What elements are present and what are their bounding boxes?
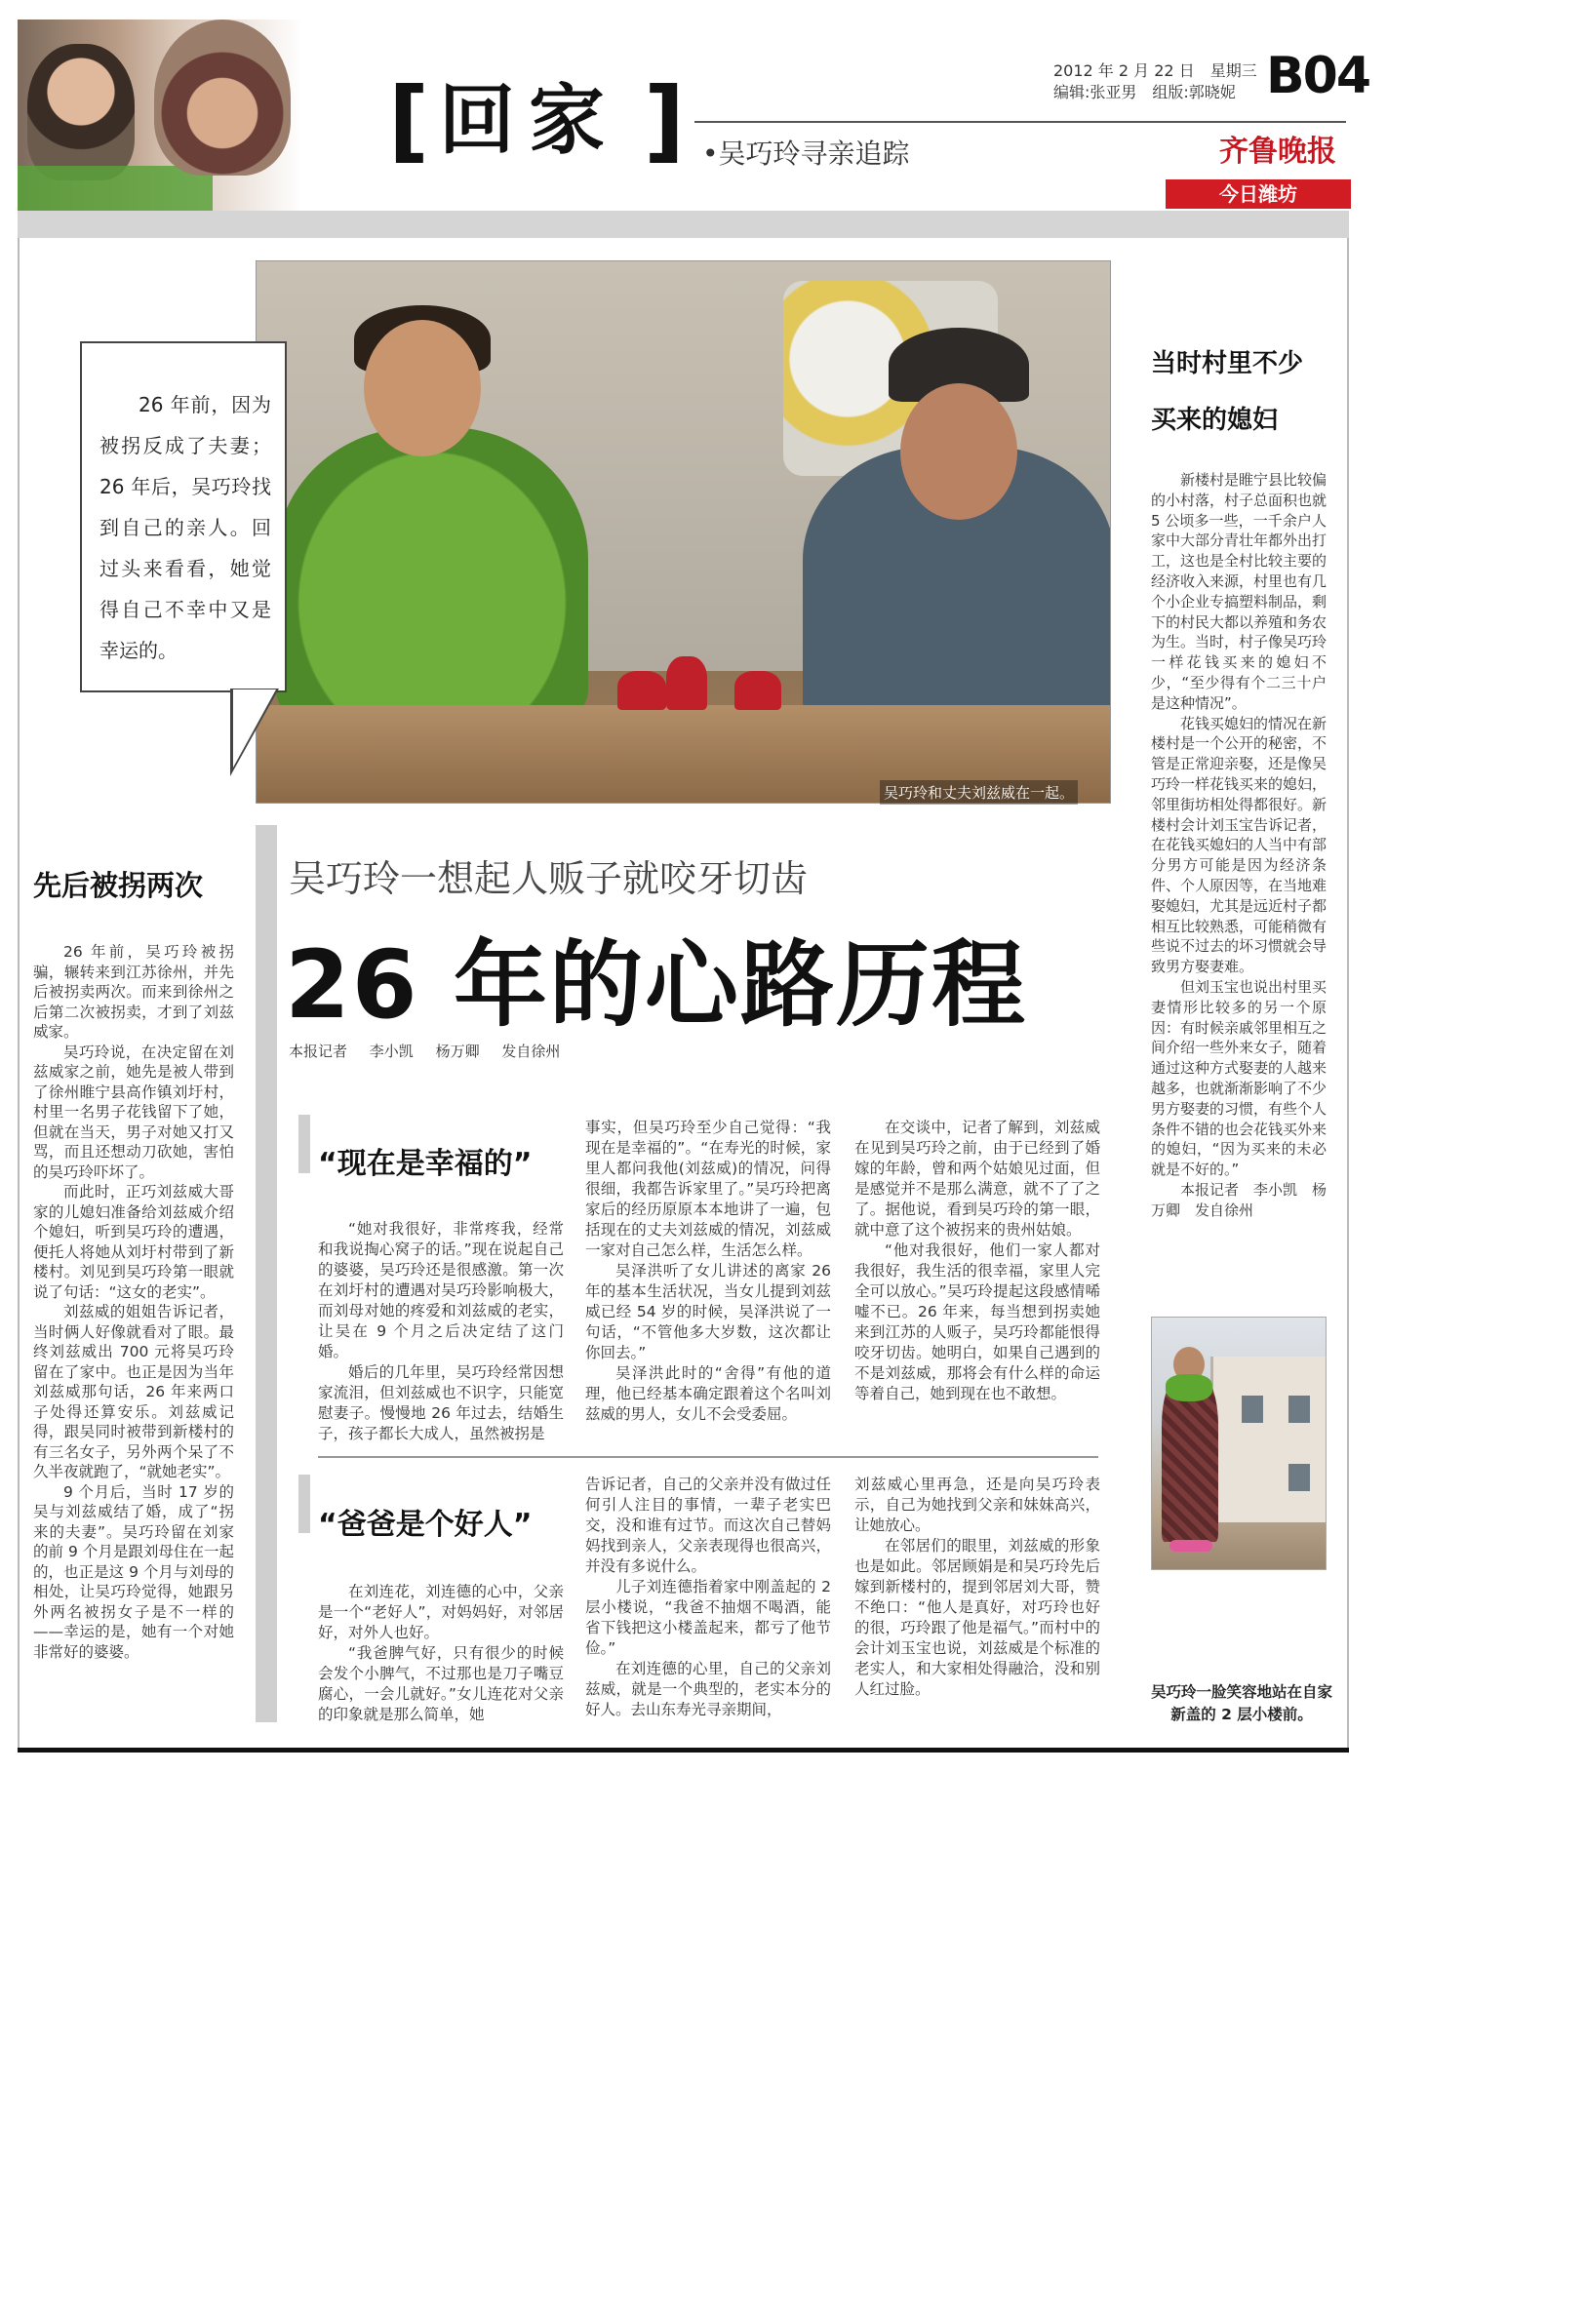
left-column-heading: 先后被拐两次 [33, 869, 204, 902]
paragraph: 在刘连德的心里，自己的父亲刘兹威，就是一个典型的，老实本分的好人。去山东寿光寻亲期间， [585, 1660, 831, 1718]
byline: 本报记者 李小凯 杨万卿 发自徐州 [1151, 1180, 1327, 1219]
section-marker [298, 1475, 310, 1533]
section1-column1 [318, 1219, 564, 1444]
bubble-tail-fill [233, 689, 276, 768]
paragraph: 吴巧玲说，在决定留在刘兹威家之前，她先是被人带到了徐州睢宁县高作镇刘圩村，村里一名男子花钱留下了她，但就在当天，男子对她又打又骂，而且还想动刀砍她，害怕的吴巧玲吓坏了。 [33, 1043, 234, 1181]
section2-column2 [585, 1475, 831, 1720]
header-band [18, 211, 1349, 238]
paragraph: 刘兹威的姐姐告诉记者，当时俩人好像就看对了眼。最终刘兹威出 700 元将吴巧玲留在了家中。也正是因为当年刘兹威那句话，26 年来两口子处得还算安乐。刘兹威记得，跟吴同时被带到新楼村的有三名女子，另外两个呆了不久半夜就跑了，“就她老实”。 [33, 1303, 234, 1480]
paragraph: 在邻居们的眼里，刘兹威的形象也是如此。邻居顾娟是和吴巧玲先后嫁到新楼村的，提到邻居刘大哥，赞不绝口：“他人是真好，对巧玲也好的很，巧玲跟了他是福气。”而村中的会计刘玉宝也说，刘兹威是个标准的老实人，和大家相处得融洽，没和别人红过脸。 [854, 1537, 1100, 1698]
editor-credit: 编辑:张亚男 组版:郭晓妮 [1053, 83, 1236, 101]
header-bracket-left: [ [388, 68, 426, 173]
section1-column3 [854, 1118, 1100, 1404]
byline-reporter: 杨万卿 [435, 1043, 480, 1060]
byline [289, 1041, 577, 1061]
paragraph: 但刘玉宝也说出村里买妻情形比较多的另一个原因：有时候亲戚邻里相互之间介绍一些外来女子，随着通过这种方式娶妻的人越来越多，也就渐渐影响了不少男方娶妻的习惯，有些个人条件不错的也会花钱买外来的媳妇，“因为买来的未必就是不好的。” [1151, 977, 1327, 1179]
paragraph: 刘兹威心里再急，还是向吴巧玲表示，自己为她找到父亲和妹妹高兴，让她放心。 [854, 1476, 1100, 1534]
left-column-text [33, 942, 234, 1662]
section-tag: 今日潍坊 [1166, 179, 1351, 209]
paragraph: 花钱买媳妇的情况在新楼村是一个公开的秘密，不管是正常迎亲娶，还是像吴巧玲一样花钱买来的媳妇，邻里街坊相处得都很好。新楼村会计刘玉宝告诉记者，在花钱买媳妇的人当中有部分男方可能是因为经济条件、个人原因等，在当地难娶媳妇，尤其是远近村子都相互比较熟悉，可能稍微有些说不过去的坏习惯就会导致男方娶妻难。 [1151, 714, 1327, 976]
section-divider [318, 1456, 1098, 1458]
main-headline: 26 年的心路历程 [285, 930, 1028, 1040]
byline-location: 发自徐州 [501, 1043, 561, 1060]
house-photo-caption: 吴巧玲一脸笑容地站在自家新盖的 2 层小楼前。 [1151, 1683, 1333, 1723]
paragraph: 9 个月后，当时 17 岁的吴与刘兹威结了婚，成了“拐来的夫妻”。吴巧玲留在刘家的前 9 个月是跟刘母住在一起的，也正是这 9 个月与刘母的相处，让吴巧玲觉得，她跟另外两名被拐女子是不一样的——幸运的是，她有一个对她非常好的婆婆。 [33, 1482, 234, 1661]
paragraph: 吴泽洪此时的“舍得”有他的道理，他已经基本确定跟着这个名叫刘兹威的男人，女儿不会受委屈。 [585, 1364, 831, 1423]
paragraph: 儿子刘连德指着家中刚盖起的 2 层小楼说，“我爸不抽烟不喝酒，能省下钱把这小楼盖起来，都亏了他节俭。” [585, 1578, 831, 1657]
section-title: 回家 [439, 77, 619, 165]
section-heading-good-father: “爸爸是个好人” [318, 1508, 533, 1542]
paragraph: 26 年前，吴巧玲被拐骗，辗转来到江苏徐州，并先后被拐卖两次。而来到徐州之后第二次被拐卖，才到了刘兹威家。 [33, 943, 234, 1041]
byline-reporter: 李小凯 [369, 1043, 414, 1060]
paragraph: 婚后的几年里，吴巧玲经常因想家流泪，但刘兹威也不识字，只能宽慰妻子。慢慢地 26 年过去，结婚生子，孩子都长大成人，虽然被拐是 [318, 1363, 564, 1442]
paragraph: “她对我很好，非常疼我，经常和我说掏心窝子的话。”现在说起自己的婆婆，吴巧玲还是很感激。第一次在刘圩村的遭遇对吴巧玲影响极大，而刘母对她的疼爱和刘兹威的老实，让吴在 9 个月之后决定结了这门婚。 [318, 1220, 564, 1360]
paragraph: 而此时，正巧刘兹威大哥家的儿媳妇准备给刘兹威介绍个媳妇，听到吴巧玲的遭遇，便托人将她从刘圩村带到了新楼村。刘见到吴巧玲第一眼就说了句话：“这女的老实”。 [33, 1183, 234, 1301]
page-number: B04 [1266, 47, 1369, 105]
paragraph: 事实，但吴巧玲至少自己觉得：“我现在是幸福的”。“在寿光的时候，家里人都问我他(刘兹威)的情况，问得很细，我都告诉家里了。”吴巧玲把离家后的经历原原本本地讲了一遍，包括现在的丈夫刘兹威的情况，刘兹威一家对自己怎么样，生活怎么样。 [585, 1119, 831, 1259]
paragraph: 新楼村是睢宁县比较偏的小村落，村子总面积也就 5 公顷多一些，一千余户人家中大部分青壮年都外出打工，这也是全村比较主要的经济收入来源，村里也有几个小企业专搞塑料制品，剩下的村民大都以养殖和务农为生。当时，村子像吴巧玲一样花钱买来的媳妇不少，“至少得有个二三十户是这种情况”。 [1151, 471, 1327, 712]
header-rule [694, 121, 1346, 123]
paragraph: “他对我很好，他们一家人都对我很好，我生活的很幸福，家里人完全可以放心。”吴巧玲提起这段感情唏嘘不已。26 年来，每当想到拐卖她来到江苏的人贩子，吴巧玲都能恨得咬牙切齿。她明白，如果自己遇到的不是刘兹威，那将会有什么样的命运等着自己，她到现在也不敢想。 [854, 1241, 1100, 1402]
byline-label: 本报记者 [289, 1043, 348, 1060]
section-marker [298, 1115, 310, 1173]
section1-column2 [585, 1118, 831, 1425]
left-divider-bar [256, 825, 277, 1722]
header-bracket-right: ] [644, 68, 686, 173]
issue-date: 2012 年 2 月 22 日 星期三 [1053, 61, 1257, 80]
header-photo [18, 20, 302, 213]
main-photo [256, 260, 1111, 804]
paragraph: 在刘连花，刘连德的心中，父亲是一个“老好人”，对妈妈好，对邻居好，对外人也好。 [318, 1583, 564, 1641]
section2-column3 [854, 1475, 1100, 1700]
bottom-rule [18, 1748, 1349, 1753]
section-heading-happy: “现在是幸福的” [318, 1147, 533, 1181]
paragraph: “我爸脾气好，只有很少的时候会发个小脾气，不过那也是刀子嘴豆腐心，一会儿就好。”女儿连花对父亲的印象就是那么简单，她 [318, 1644, 564, 1723]
house-photo [1151, 1317, 1327, 1570]
section2-column1 [318, 1582, 564, 1725]
main-photo-caption: 吴巧玲和丈夫刘兹威在一起。 [880, 780, 1078, 805]
pull-quote-bubble [80, 341, 287, 692]
newspaper-logo: 齐鲁晚报 [1219, 135, 1336, 169]
pull-quote-text: 26 年前，因为被拐反成了夫妻；26 年后，吴巧玲找到自己的亲人。回过头来看看，她觉得自己不幸中又是幸运的。 [99, 393, 271, 662]
right-column-heading: 当时村里不少买来的媳妇 [1151, 349, 1304, 435]
paragraph: 在交谈中，记者了解到，刘兹威在见到吴巧玲之前，由于已经到了婚嫁的年龄，曾和两个姑娘见过面，但是感觉并不是那么满意，就不了了之了。据他说，看到吴巧玲的第一眼，就中意了这个被拐来的贵州姑娘。 [854, 1119, 1100, 1239]
paragraph: 告诉记者，自己的父亲并没有做过任何引人注目的事情，一辈子老实巴交，没和谁有过节。而这次自己替妈妈找到亲人，父亲表现得也很高兴，并没有多说什么。 [585, 1476, 831, 1575]
paragraph: 吴泽洪听了女儿讲述的离家 26 年的基本生活状况，当女儿提到刘兹威已经 54 岁的时候，吴泽洪说了一句话，“不管他多大岁数，这次都让你回去。” [585, 1262, 831, 1361]
right-column-text [1151, 470, 1327, 1220]
section-subtitle: •吴巧玲寻亲追踪 [702, 138, 910, 170]
headline-kicker: 吴巧玲一想起人贩子就咬牙切齿 [289, 857, 809, 900]
